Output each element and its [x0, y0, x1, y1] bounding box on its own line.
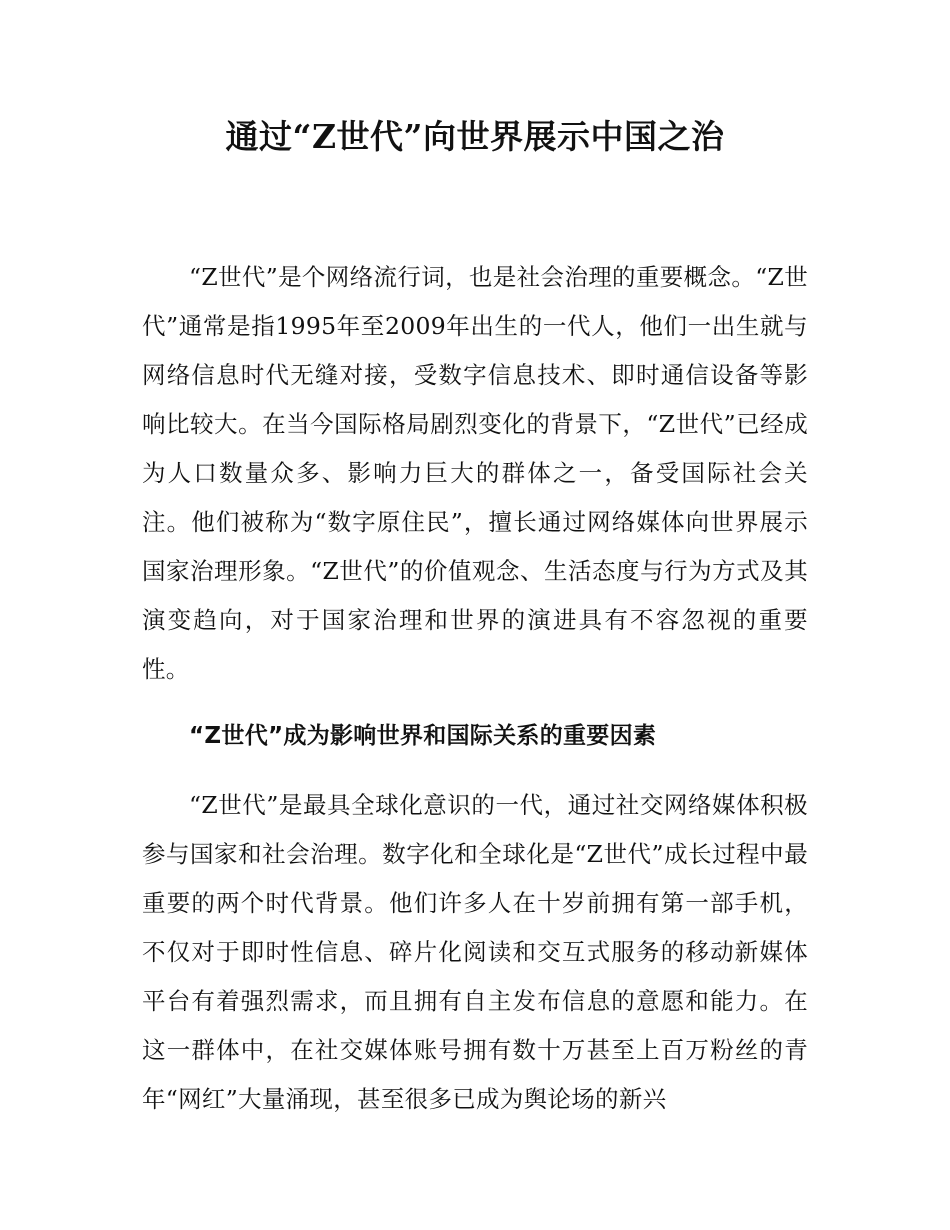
section-heading: “Z世代”成为影响世界和国际关系的重要因素 — [189, 723, 657, 749]
paragraph-section-body: “Z世代”是最具全球化意识的一代，通过社交网络媒体积极参与国家和社会治理。数字化和全球化是“Z世代”成长过程中最重要的两个时代背景。他们许多人在十岁前拥有第一部手机，不仅对于即时性信息、碎片化阅读和交互式服务的移动新媒体平台有着强烈需求，而且拥有自主发布信息的意愿和能力。在这一群体中，在社交媒体账号拥有数十万甚至上百万粉丝的青年“网红”大量涌现，甚至很多已成为舆论场的新兴 — [142, 791, 808, 1113]
paragraph-intro: “Z世代”是个网络流行词，也是社会治理的重要概念。“Z世代”通常是指1995年至2009年出生的一代人，他们一出生就与网络信息时代无缝对接，受数字信息技术、即时通信设备等影响比较大。在当今国际格局剧烈变化的背景下，“Z世代”已经成为人口数量众多、影响力巨大的群体之一，备受国际社会关注。他们被称为“数字原住民”，擅长通过网络媒体向世界展示国家治理形象。“Z世代”的价值观念、生活态度与行为方式及其演变趋向，对于国家治理和世界的演进具有不容忽视的重要性。 — [142, 263, 808, 683]
document-title: 通过“Z世代”向世界展示中国之治 — [225, 117, 725, 156]
